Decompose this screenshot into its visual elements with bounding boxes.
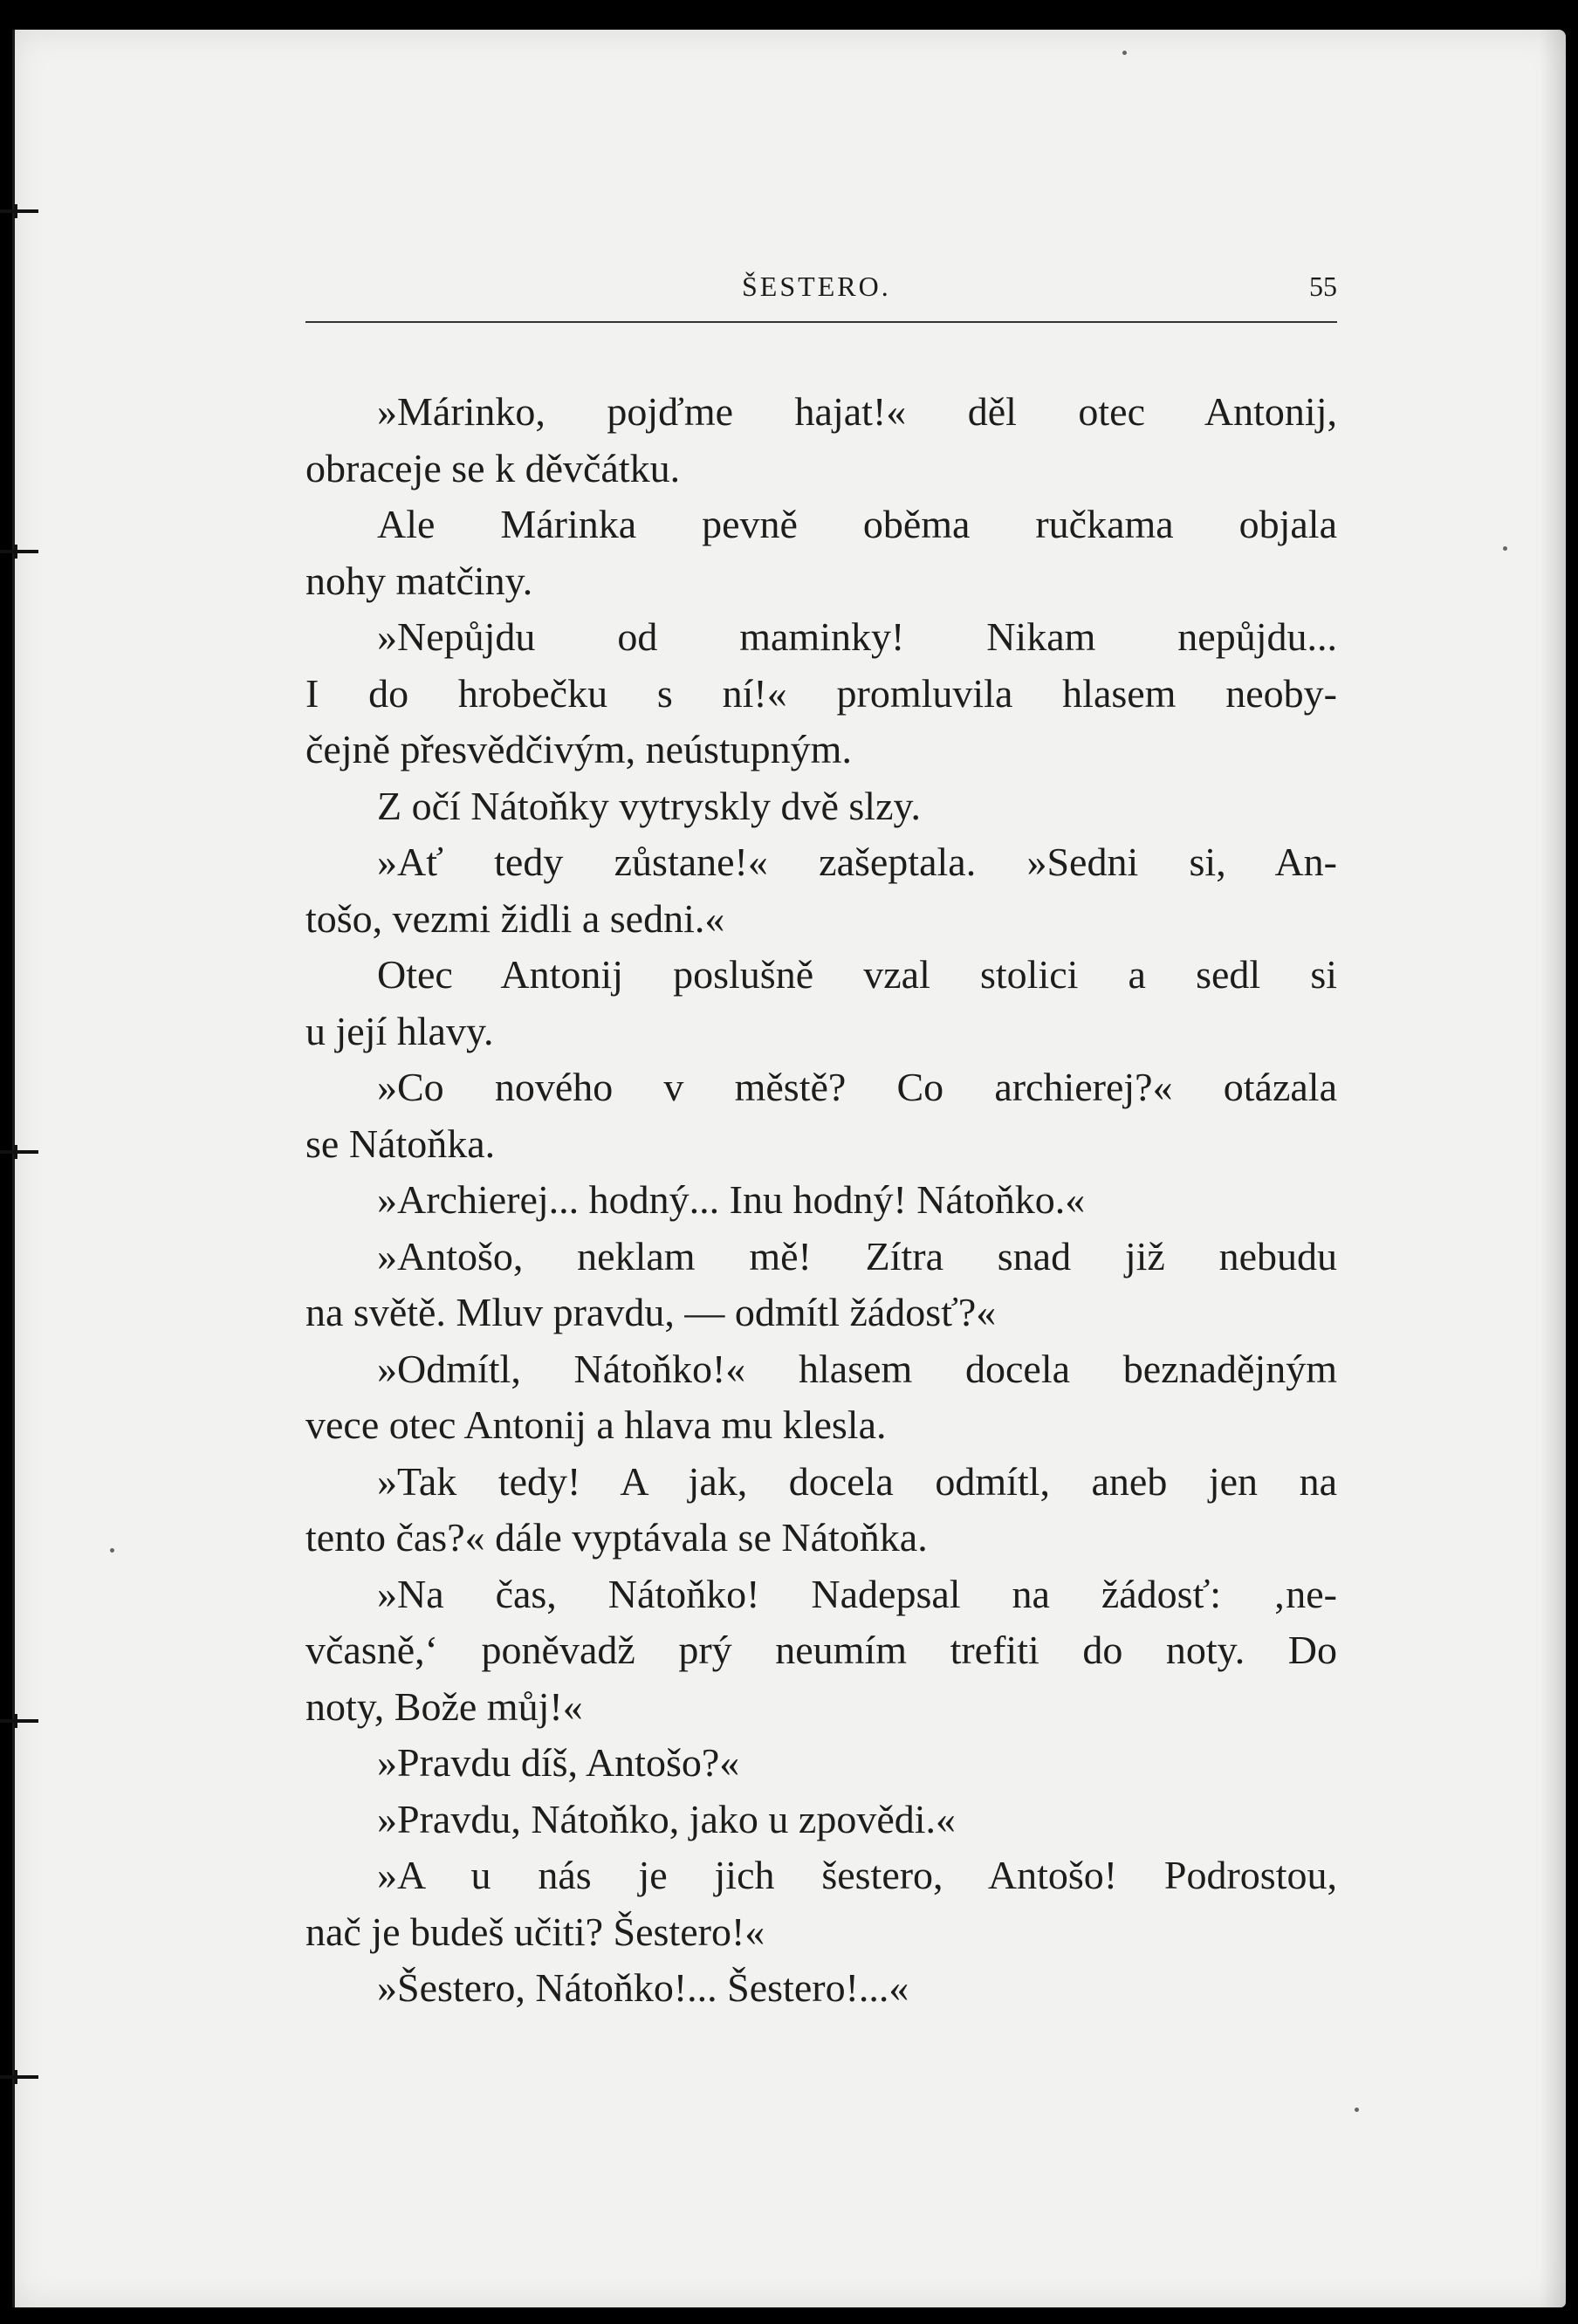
text-line: »Archierej... hodný... Inu hodný! Nátoňko.« (377, 1177, 1086, 1222)
text-line: čejně přesvědčivým, neústupným. (305, 727, 852, 771)
binding-thread-mark (0, 2075, 38, 2079)
text-line: se Nátoňka. (305, 1121, 496, 1166)
text-line: »Na čas, Nátoňko! Nadepsal na žádosť: ‚ne- (377, 1571, 1337, 1616)
running-title: ŠESTERO. (742, 271, 891, 302)
text-line: »Antošo, neklam mě! Zítra snad již nebudu (377, 1233, 1337, 1279)
binding-thread-mark (0, 1719, 38, 1723)
paper-speck (1355, 2108, 1359, 2112)
text-line: »A u nás je jich šestero, Antošo! Podrostou, (377, 1853, 1337, 1897)
text-line: »Ať tedy zůstane!« zašeptala. »Sedni si, An- (377, 840, 1337, 884)
text-line: u její hlavy. (305, 1008, 494, 1053)
text-line: noty, Bože můj!« (305, 1683, 583, 1729)
text-line: »Tak tedy! A jak, docela odmítl, aneb jen na (377, 1458, 1337, 1504)
text-line: »Šestero, Nátoňko!... Šestero!...« (377, 1965, 909, 2010)
text-line: »Pravdu díš, Antošo?« (377, 1740, 740, 1785)
binding-thread-mark (0, 550, 38, 553)
text-line: Otec Antonij poslušně vzal stolici a sedl si (377, 952, 1337, 997)
text-line: I do hrobečku s ní!« promluvila hlasem neoby- (305, 670, 1337, 716)
paper-speck (110, 1548, 114, 1553)
text-line: »Pravdu, Nátoňko, jako u zpovědi.« (377, 1796, 957, 1841)
text-line: obraceje se k děvčátku. (305, 445, 681, 490)
paper-speck (1503, 546, 1507, 551)
text-line: tento čas?« dále vyptávala se Nátoňka. (305, 1515, 928, 1560)
text-line: vece otec Antonij a hlava mu klesla. (305, 1402, 887, 1447)
text-line: včasně,‘ poněvadž prý neumím trefiti do noty. Do (305, 1628, 1337, 1672)
page-binding-edge (12, 30, 15, 2307)
binding-thread-mark (0, 209, 38, 213)
running-header (305, 262, 1337, 323)
text-line: nohy matčiny. (305, 558, 533, 603)
body-text (305, 384, 1337, 2017)
binding-thread-mark (0, 1150, 38, 1154)
text-line: »Nepůjdu od maminky! Nikam nepůjdu... (377, 614, 1337, 659)
page-number: 55 (1309, 271, 1337, 302)
text-line: tošo, vezmi židli a sedni.« (305, 895, 725, 941)
text-line: »Co nového v městě? Co archierej?« otázala (377, 1065, 1337, 1109)
paper-speck (1122, 51, 1127, 55)
text-line: na světě. Mluv pravdu, — odmítl žádosť?« (305, 1290, 997, 1334)
text-line: Ale Márinka pevně oběma ručkama objala (377, 502, 1337, 546)
text-line: Z očí Nátoňky vytryskly dvě slzy. (377, 783, 922, 828)
text-line: »Márinko, pojďme hajat!« děl otec Antonij, (377, 389, 1337, 434)
text-line: nač je budeš učiti? Šestero!« (305, 1909, 765, 1954)
text-line: »Odmítl, Nátoňko!« hlasem docela beznadějným (377, 1346, 1337, 1391)
